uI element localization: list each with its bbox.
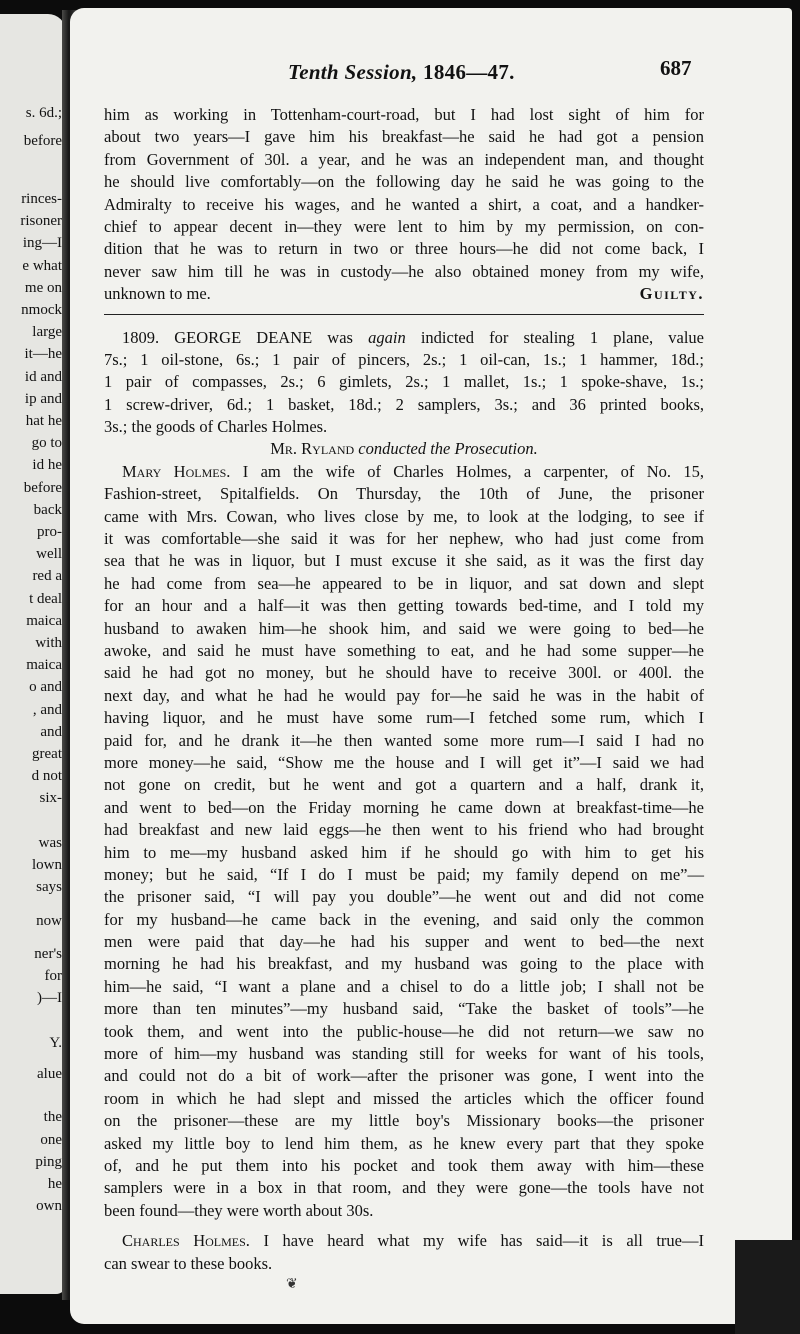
testimony-line: took them, and went into the public-house—he did not return—we saw no xyxy=(104,1021,704,1041)
case-1-line: Admiralty to receive his wages, and he wanted a shirt, a coat, and a handker- xyxy=(104,194,704,214)
facing-page-line: o and xyxy=(29,679,62,695)
testimony-line: husband to awaken him—he shook him, and said we were going to bed—he xyxy=(104,618,704,638)
facing-page-line: s. 6d.; xyxy=(25,105,62,121)
testimony-line: sea that he was in liquor, but I must excuse it she said, as it was the first day xyxy=(104,551,704,571)
facing-page-line: for xyxy=(44,968,62,984)
facing-page-line: e what xyxy=(22,258,62,274)
testimony-line: for an hour and a half—it was then getting towards bed-time, and I told my xyxy=(104,596,704,616)
page-number: 687 xyxy=(660,56,692,80)
testimony-charles-first-line xyxy=(104,1230,704,1252)
facing-page-line: with xyxy=(35,635,62,651)
testimony-line: next day, and what he had he would pay for—he said he was in the habit of xyxy=(104,685,704,705)
facing-page-line: ip and xyxy=(24,391,62,407)
facing-page-line: red a xyxy=(32,568,62,584)
facing-page-line: maica xyxy=(26,657,62,673)
case-1-line: never saw him till he was in custody—he also obtained money from my wife, xyxy=(104,261,704,281)
testimony-line: it was comfortable—she said it was for her nephew, who had just come from xyxy=(104,529,704,549)
testimony-line: room in which he had slept and missed the articles which the officer found xyxy=(104,1088,704,1108)
testimony-line: awoke, and said he must have something to eat, and he had some supper—he xyxy=(104,640,704,660)
testimony-line: the prisoner said, “I will pay you double”—he went out and did not come xyxy=(104,887,704,907)
facing-page-line: he xyxy=(47,1176,62,1192)
testimony-line: of, and he put them into his pocket and took them away with him—these xyxy=(104,1155,704,1175)
testimony-line: came with Mrs. Cowan, who lives close by me, to look at the lodging, to see if xyxy=(104,506,704,526)
page-edge-shadow xyxy=(735,1240,800,1334)
facing-page-line: risoner xyxy=(20,213,62,229)
indictment-segment: again xyxy=(368,327,406,347)
witness-name-mary-holmes: Mary Holmes. xyxy=(122,461,231,481)
facing-page-line: before xyxy=(23,480,62,496)
facing-page-line: alue xyxy=(37,1066,62,1082)
case-1-line: chief to appear decent in—they were lent to him by my permission, on con- xyxy=(104,216,704,236)
facing-page-line: me on xyxy=(24,280,62,296)
facing-page-line: maica xyxy=(26,613,62,629)
testimony-charles-opening: I have heard what my wife has said—it is all true—I xyxy=(249,1231,704,1251)
indictment-segment: 1 pair of compasses, 2s.; 6 gimlets, 2s.; 1 mallet, 1s.; 1 spoke-shave, 1s.; xyxy=(104,372,704,392)
testimony-line: Fashion-street, Spitalfields. On Thursday, the 10th of June, the prisoner xyxy=(104,484,704,504)
facing-page-line: before xyxy=(23,133,62,149)
case-1-last-line: unknown to me. xyxy=(104,284,211,304)
testimony-line: more money—he said, “Show me the house and I will get it”—I said we had xyxy=(104,752,704,772)
testimony-line: not gone on credit, but he went and got a quartern and a half, drank it, xyxy=(104,775,704,795)
facing-page-line: six- xyxy=(39,790,62,806)
page-header xyxy=(70,56,792,86)
testimony-first-line xyxy=(104,461,704,483)
facing-page-line: one xyxy=(40,1132,62,1148)
indictment-segment: indicted for stealing 1 plane, value xyxy=(405,327,704,347)
case-1-line: he should live comfortably—on the following day he said he was going to the xyxy=(104,172,704,192)
case-1-line: dition that he was to return in two or three hours—he did not come back, I xyxy=(104,239,704,259)
indictment-line xyxy=(104,327,704,349)
page-ornament: ❦ xyxy=(286,1277,298,1292)
facing-page-line: )—I xyxy=(37,990,62,1006)
facing-page-line: id he xyxy=(32,457,62,473)
testimony-line: and went to bed—on the Friday morning he came down at breakfast-time—he xyxy=(104,797,704,817)
facing-page-line: back xyxy=(33,502,62,518)
page-body xyxy=(104,104,704,1275)
facing-page-line: id and xyxy=(24,369,62,385)
facing-page-line: t deal xyxy=(29,591,62,607)
indictment-segment: 1809. GEORGE DEANE was xyxy=(122,327,369,347)
case-1-final-row xyxy=(104,283,704,305)
testimony-opening: I am the wife of Charles Holmes, a carpenter, of No. 15, xyxy=(230,461,705,481)
testimony-line: having liquor, and he must have some rum—I fetched some rum, which I xyxy=(104,708,704,728)
indictment-segment: 1 screw-driver, 6d.; 1 basket, 18d.; 2 samplers, 3s.; and 36 printed books, xyxy=(104,394,704,414)
prosecutor-name: Mr. Ryland xyxy=(270,439,355,459)
testimony-line: said he had got no money, but he should have to receive 300l. or 400l. the xyxy=(104,663,704,683)
case-2-indictment xyxy=(104,327,704,417)
facing-page-line: was xyxy=(38,835,62,851)
testimony-line: for my husband—he came back in the evening, and said only the common xyxy=(104,909,704,929)
testimony-line: he had come from sea—he appeared to be in liquor, and sat down and slept xyxy=(104,573,704,593)
book-page xyxy=(70,8,792,1324)
case-divider xyxy=(104,314,704,315)
testimony-line: him to me—my husband asked him if he should go with him to get his xyxy=(104,842,704,862)
testimony-line: men were paid that day—he had his supper and went to bed—the next xyxy=(104,932,704,952)
session-date: 1846—47. xyxy=(423,60,515,84)
testimony-line: and could not do a bit of work—after the prisoner was gone, I went into the xyxy=(104,1066,704,1086)
facing-page-line: large xyxy=(32,324,62,340)
facing-page-line: own xyxy=(36,1198,62,1214)
session-title: Tenth Session, xyxy=(288,60,418,84)
testimony-line: had breakfast and new laid eggs—he then went to his friend who had brought xyxy=(104,820,704,840)
case-1-line: him as working in Tottenham-court-road, but I had lost sight of him for xyxy=(104,105,704,124)
testimony-last-line: been found—they were worth about 30s. xyxy=(104,1200,374,1220)
facing-page-line: it—he xyxy=(24,346,62,362)
facing-page-line: d not xyxy=(31,768,62,784)
testimony-line: more than ten minutes”—my husband said, “Take the basket of tools”—he xyxy=(104,999,704,1019)
running-head xyxy=(288,60,515,85)
testimony-line: asked my little boy to lend him them, as he knew every part that they spoke xyxy=(104,1133,704,1153)
facing-page-line: ping xyxy=(35,1154,62,1170)
prosecution-note xyxy=(104,438,704,460)
testimony-line: paid for, and he drank it—he then wanted some more rum—I said I had no xyxy=(104,730,704,750)
facing-page-line: ing—I xyxy=(22,235,62,251)
facing-page-line: great xyxy=(32,746,62,762)
testimony-line: more of him—my husband was standing still for weeks for want of his tools, xyxy=(104,1044,704,1064)
testimony-charles-last-line: can swear to these books. xyxy=(104,1253,273,1273)
facing-page-line: now xyxy=(36,913,62,929)
facing-page-line: lown xyxy=(32,857,62,873)
case-1-line: from Government of 30l. a year, and he was an independent man, and thought xyxy=(104,149,704,169)
testimony-line: on the prisoner—these are my little boy's Missionary books—the prisoner xyxy=(104,1111,704,1131)
prosecution-text: conducted the Prosecution. xyxy=(354,439,538,459)
testimony-line: morning he had his breakfast, and my husband was going to the place with xyxy=(104,954,704,974)
facing-page-line: pro- xyxy=(37,524,62,540)
facing-page-line: hat he xyxy=(25,413,62,429)
facing-page-line: and xyxy=(40,724,62,740)
facing-page-line: the xyxy=(43,1109,62,1125)
testimony-mary-holmes xyxy=(104,483,704,1200)
indictment-segment: 7s.; 1 oil-stone, 6s.; 1 pair of pincers, 2s.; 1 oil-can, 1s.; 1 hammer, 18d.; xyxy=(104,349,704,369)
indictment-line xyxy=(104,371,704,393)
facing-page-line: ner's xyxy=(34,946,62,962)
testimony-line: money; but he said, “If I do I must be paid; my family depend on me”— xyxy=(104,864,704,884)
facing-page-line: says xyxy=(36,879,62,895)
verdict-label: Guilty. xyxy=(639,284,704,304)
facing-page-line: nmock xyxy=(21,302,62,318)
indictment-line xyxy=(104,394,704,416)
witness-name-charles-holmes: Charles Holmes. xyxy=(122,1231,250,1251)
facing-page-line: go to xyxy=(31,435,62,451)
facing-page-line: rinces- xyxy=(21,191,62,207)
facing-page-left xyxy=(0,14,66,1294)
case-1-text xyxy=(104,104,704,283)
testimony-line: samplers were in a box in that room, and they were gone—the tools have not xyxy=(104,1178,704,1198)
indictment-line xyxy=(104,349,704,371)
case-1-line: about two years—I gave him his breakfast—he said he had got a pension xyxy=(104,127,704,147)
indictment-last-line: 3s.; the goods of Charles Holmes. xyxy=(104,417,328,437)
facing-page-line: Y. xyxy=(49,1035,62,1051)
testimony-line: him—he said, “I want a plane and a chisel to do a little job; I shall not be xyxy=(104,976,704,996)
facing-page-line: well xyxy=(36,546,62,562)
facing-page-line: , and xyxy=(32,702,62,718)
